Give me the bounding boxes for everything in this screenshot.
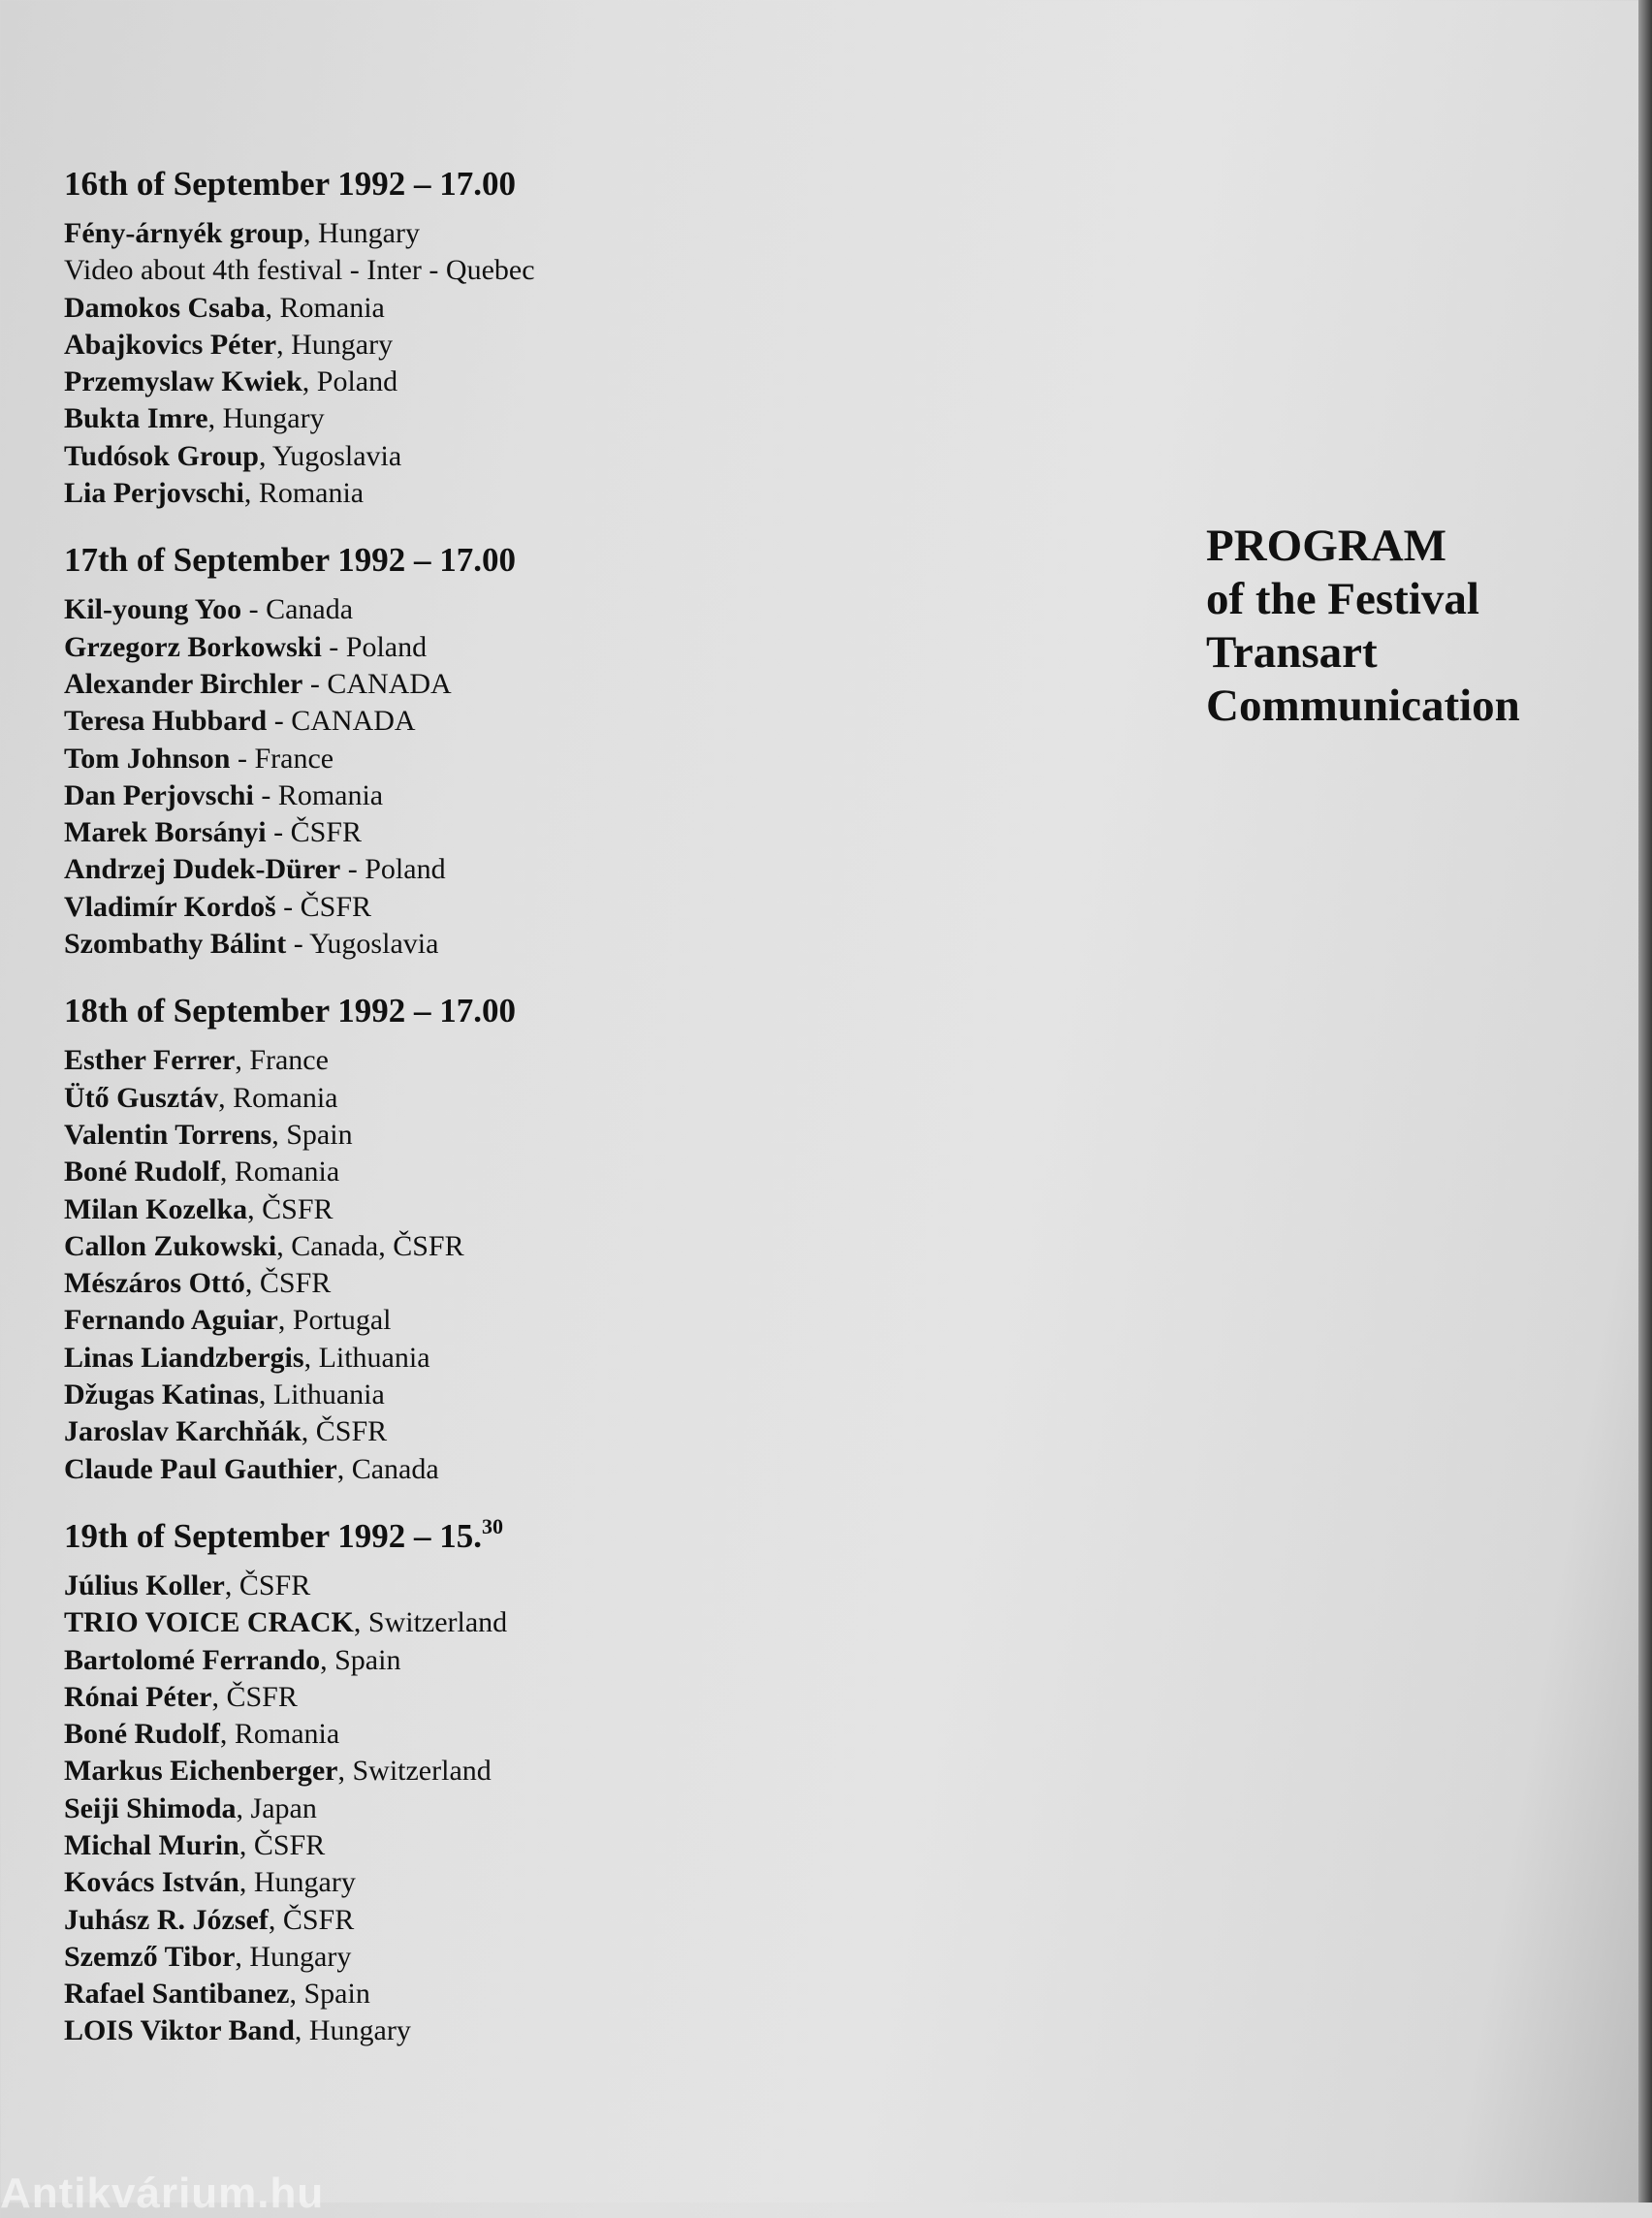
performer-origin: , France bbox=[235, 1044, 329, 1077]
performer-origin: , Canada bbox=[336, 1452, 439, 1485]
performer-name: Valentin Torrens bbox=[64, 1118, 272, 1151]
performer-entry bbox=[64, 1042, 607, 1079]
performer-entry bbox=[64, 1413, 607, 1450]
performer-origin: , Lithuania bbox=[303, 1341, 430, 1374]
performer-entry bbox=[64, 1827, 607, 1864]
performer-list bbox=[64, 215, 607, 512]
performer-name: Juhász R. József bbox=[64, 1903, 269, 1936]
performer-origin: , ČSFR bbox=[247, 1192, 334, 1225]
performer-origin: , Switzerland bbox=[337, 1755, 492, 1788]
performer-entry bbox=[64, 1679, 607, 1716]
performer-origin: - Romania bbox=[253, 778, 384, 811]
page-edge-shadow bbox=[1638, 0, 1652, 2202]
performer-entry bbox=[64, 703, 607, 740]
performer-name: Lia Perjovschi bbox=[64, 477, 244, 510]
performer-origin: - ČSFR bbox=[266, 816, 362, 849]
performer-entry bbox=[64, 438, 607, 475]
performer-name: Michal Murin bbox=[64, 1828, 239, 1861]
performer-entry bbox=[64, 252, 607, 289]
performer-name: Markus Eichenberger bbox=[64, 1755, 338, 1788]
performer-entry bbox=[64, 889, 607, 926]
performer-entry bbox=[64, 1902, 607, 1939]
performer-entry bbox=[64, 1753, 607, 1790]
performer-name: Rónai Péter bbox=[64, 1680, 212, 1713]
performer-name: Claude Paul Gauthier bbox=[64, 1452, 337, 1485]
performer-origin: , ČSFR bbox=[238, 1828, 326, 1861]
performer-name: Fény-árnyék group bbox=[64, 217, 303, 249]
day-heading-text: 16th of September 1992 – 17.00 bbox=[64, 165, 516, 203]
performer-origin: , Lithuania bbox=[258, 1378, 385, 1411]
day-heading bbox=[64, 539, 607, 582]
performer-origin: - Poland bbox=[340, 853, 446, 886]
performer-entry bbox=[64, 814, 607, 851]
performer-name: Boné Rudolf bbox=[64, 1718, 220, 1751]
day-section bbox=[64, 163, 607, 512]
performer-entry bbox=[64, 400, 607, 437]
performer-origin: , Spain bbox=[271, 1118, 353, 1151]
performer-name: Džugas Katinas bbox=[64, 1378, 259, 1411]
performer-entry bbox=[64, 1228, 607, 1265]
performer-entry bbox=[64, 926, 607, 963]
title-line: PROGRAM bbox=[1206, 521, 1447, 571]
performer-name: Kovács István bbox=[64, 1866, 239, 1899]
performer-entry bbox=[64, 1340, 607, 1377]
performer-entry bbox=[64, 741, 607, 777]
program-schedule bbox=[64, 163, 607, 2077]
performer-origin: , Romania bbox=[265, 291, 385, 324]
performer-name: Przemyslaw Kwiek bbox=[64, 365, 302, 398]
performer-origin: - ČSFR bbox=[275, 890, 372, 923]
performer-name: TRIO VOICE CRACK bbox=[64, 1606, 354, 1639]
performer-entry bbox=[64, 591, 607, 628]
performer-entry bbox=[64, 777, 607, 814]
performer-entry bbox=[64, 1154, 607, 1190]
performer-origin: , ČSFR bbox=[224, 1568, 311, 1601]
performer-entry bbox=[64, 1604, 607, 1641]
performer-entry bbox=[64, 1864, 607, 1901]
performer-name: Vladimír Kordoš bbox=[64, 890, 276, 923]
performer-entry bbox=[64, 851, 607, 888]
performer-name: Bukta Imre bbox=[64, 402, 208, 435]
performer-name: Rafael Santibanez bbox=[64, 1978, 290, 2011]
performer-origin: , ČSFR bbox=[301, 1415, 388, 1448]
day-heading-text: 19th of September 1992 – 15. bbox=[64, 1516, 482, 1555]
performer-origin: , Hungary bbox=[276, 328, 394, 361]
performer-name: Bartolomé Ferrando bbox=[64, 1643, 321, 1676]
performer-name: Boné Rudolf bbox=[64, 1156, 220, 1188]
performer-entry bbox=[64, 327, 607, 364]
performer-origin: , Hungary bbox=[207, 402, 325, 435]
performer-origin: , Hungary bbox=[294, 2014, 411, 2047]
festival-title bbox=[1206, 520, 1520, 733]
performer-name: Seiji Shimoda bbox=[64, 1791, 237, 1824]
performer-origin: , Romania bbox=[243, 477, 365, 510]
performer-name: Tudósok Group bbox=[64, 439, 259, 472]
performer-list bbox=[64, 591, 607, 963]
performer-name: Grzegorz Borkowski bbox=[64, 630, 322, 663]
performer-list bbox=[64, 1042, 607, 1488]
performer-origin: , Hungary bbox=[238, 1866, 356, 1899]
performer-entry bbox=[64, 1080, 607, 1117]
performer-entry bbox=[64, 1716, 607, 1753]
performer-name: Milan Kozelka bbox=[64, 1192, 248, 1225]
performer-name: Ütő Gusztáv bbox=[64, 1081, 219, 1114]
performer-origin: , ČSFR bbox=[268, 1903, 355, 1936]
performer-origin: , Canada, ČSFR bbox=[276, 1229, 464, 1262]
performer-entry bbox=[64, 1191, 607, 1228]
title-line: Communication bbox=[1206, 681, 1520, 731]
watermark: Antikvárium.hu bbox=[0, 2170, 325, 2217]
performer-entry bbox=[64, 1117, 607, 1154]
performer-origin: - CANADA bbox=[302, 667, 452, 700]
performer-name: Andrzej Dudek-Dürer bbox=[64, 853, 341, 886]
performer-entry bbox=[64, 1976, 607, 2012]
performer-name: Tom Johnson bbox=[64, 742, 231, 775]
performer-origin: Video about 4th festival - Inter - Quebec bbox=[64, 254, 535, 287]
performer-name: Alexander Birchler bbox=[64, 667, 303, 700]
performer-origin: , Romania bbox=[219, 1156, 340, 1188]
performer-name: Teresa Hubbard bbox=[64, 705, 268, 738]
performer-entry bbox=[64, 1642, 607, 1679]
performer-name: Fernando Aguiar bbox=[64, 1304, 278, 1337]
performer-origin: , Poland bbox=[302, 365, 398, 398]
performer-origin: - Canada bbox=[241, 593, 354, 626]
performer-name: Mészáros Ottó bbox=[64, 1267, 245, 1300]
performer-name: Szombathy Bálint bbox=[64, 928, 287, 961]
performer-name: Abajkovics Péter bbox=[64, 328, 277, 361]
performer-origin: , Switzerland bbox=[353, 1606, 508, 1639]
performer-name: Szemző Tibor bbox=[64, 1940, 236, 1973]
performer-name: Jaroslav Karchňák bbox=[64, 1415, 302, 1448]
performer-entry bbox=[64, 1265, 607, 1302]
performer-name: Kil-young Yoo bbox=[64, 593, 242, 626]
performer-origin: , ČSFR bbox=[211, 1680, 298, 1713]
performer-origin: , Japan bbox=[236, 1791, 317, 1824]
performer-entry bbox=[64, 1302, 607, 1339]
performer-entry bbox=[64, 629, 607, 666]
performer-entry bbox=[64, 1568, 607, 1604]
performer-list bbox=[64, 1568, 607, 2050]
performer-origin: - France bbox=[230, 742, 334, 775]
performer-entry bbox=[64, 2012, 607, 2049]
day-heading bbox=[64, 1515, 607, 1558]
performer-entry bbox=[64, 1377, 607, 1413]
performer-entry bbox=[64, 290, 607, 327]
day-section bbox=[64, 990, 607, 1488]
performer-entry bbox=[64, 1939, 607, 1976]
performer-origin: , Romania bbox=[218, 1081, 338, 1114]
performer-name: Callon Zukowski bbox=[64, 1229, 277, 1262]
performer-origin: - Yugoslavia bbox=[286, 928, 439, 961]
title-line: of the Festival bbox=[1206, 574, 1479, 624]
performer-origin: , ČSFR bbox=[244, 1267, 332, 1300]
day-heading bbox=[64, 163, 607, 206]
performer-origin: , Spain bbox=[289, 1978, 370, 2011]
performer-origin: , Hungary bbox=[302, 217, 420, 249]
performer-entry bbox=[64, 215, 607, 252]
performer-origin: - CANADA bbox=[267, 705, 416, 738]
performer-entry bbox=[64, 475, 607, 512]
day-heading bbox=[64, 990, 607, 1032]
day-section bbox=[64, 1515, 607, 2050]
performer-origin: , Yugoslavia bbox=[258, 439, 402, 472]
performer-name: Damokos Csaba bbox=[64, 291, 266, 324]
performer-name: Július Koller bbox=[64, 1568, 225, 1601]
performer-origin: , Hungary bbox=[235, 1940, 352, 1973]
performer-name: Esther Ferrer bbox=[64, 1044, 236, 1077]
day-heading-superscript: 30 bbox=[482, 1513, 503, 1538]
day-section bbox=[64, 539, 607, 963]
title-line: Transart bbox=[1206, 627, 1378, 678]
performer-origin: - Poland bbox=[321, 630, 428, 663]
performer-entry bbox=[64, 1790, 607, 1827]
performer-origin: , Portugal bbox=[277, 1304, 392, 1337]
performer-entry bbox=[64, 666, 607, 703]
performer-name: Linas Liandzbergis bbox=[64, 1341, 304, 1374]
performer-name: Marek Borsányi bbox=[64, 816, 267, 849]
performer-entry bbox=[64, 364, 607, 400]
day-heading-text: 17th of September 1992 – 17.00 bbox=[64, 541, 516, 580]
performer-entry bbox=[64, 1451, 607, 1488]
performer-name: LOIS Viktor Band bbox=[64, 2014, 295, 2047]
performer-name: Dan Perjovschi bbox=[64, 778, 254, 811]
performer-origin: , Romania bbox=[219, 1718, 340, 1751]
performer-origin: , Spain bbox=[320, 1643, 401, 1676]
day-heading-text: 18th of September 1992 – 17.00 bbox=[64, 992, 516, 1030]
